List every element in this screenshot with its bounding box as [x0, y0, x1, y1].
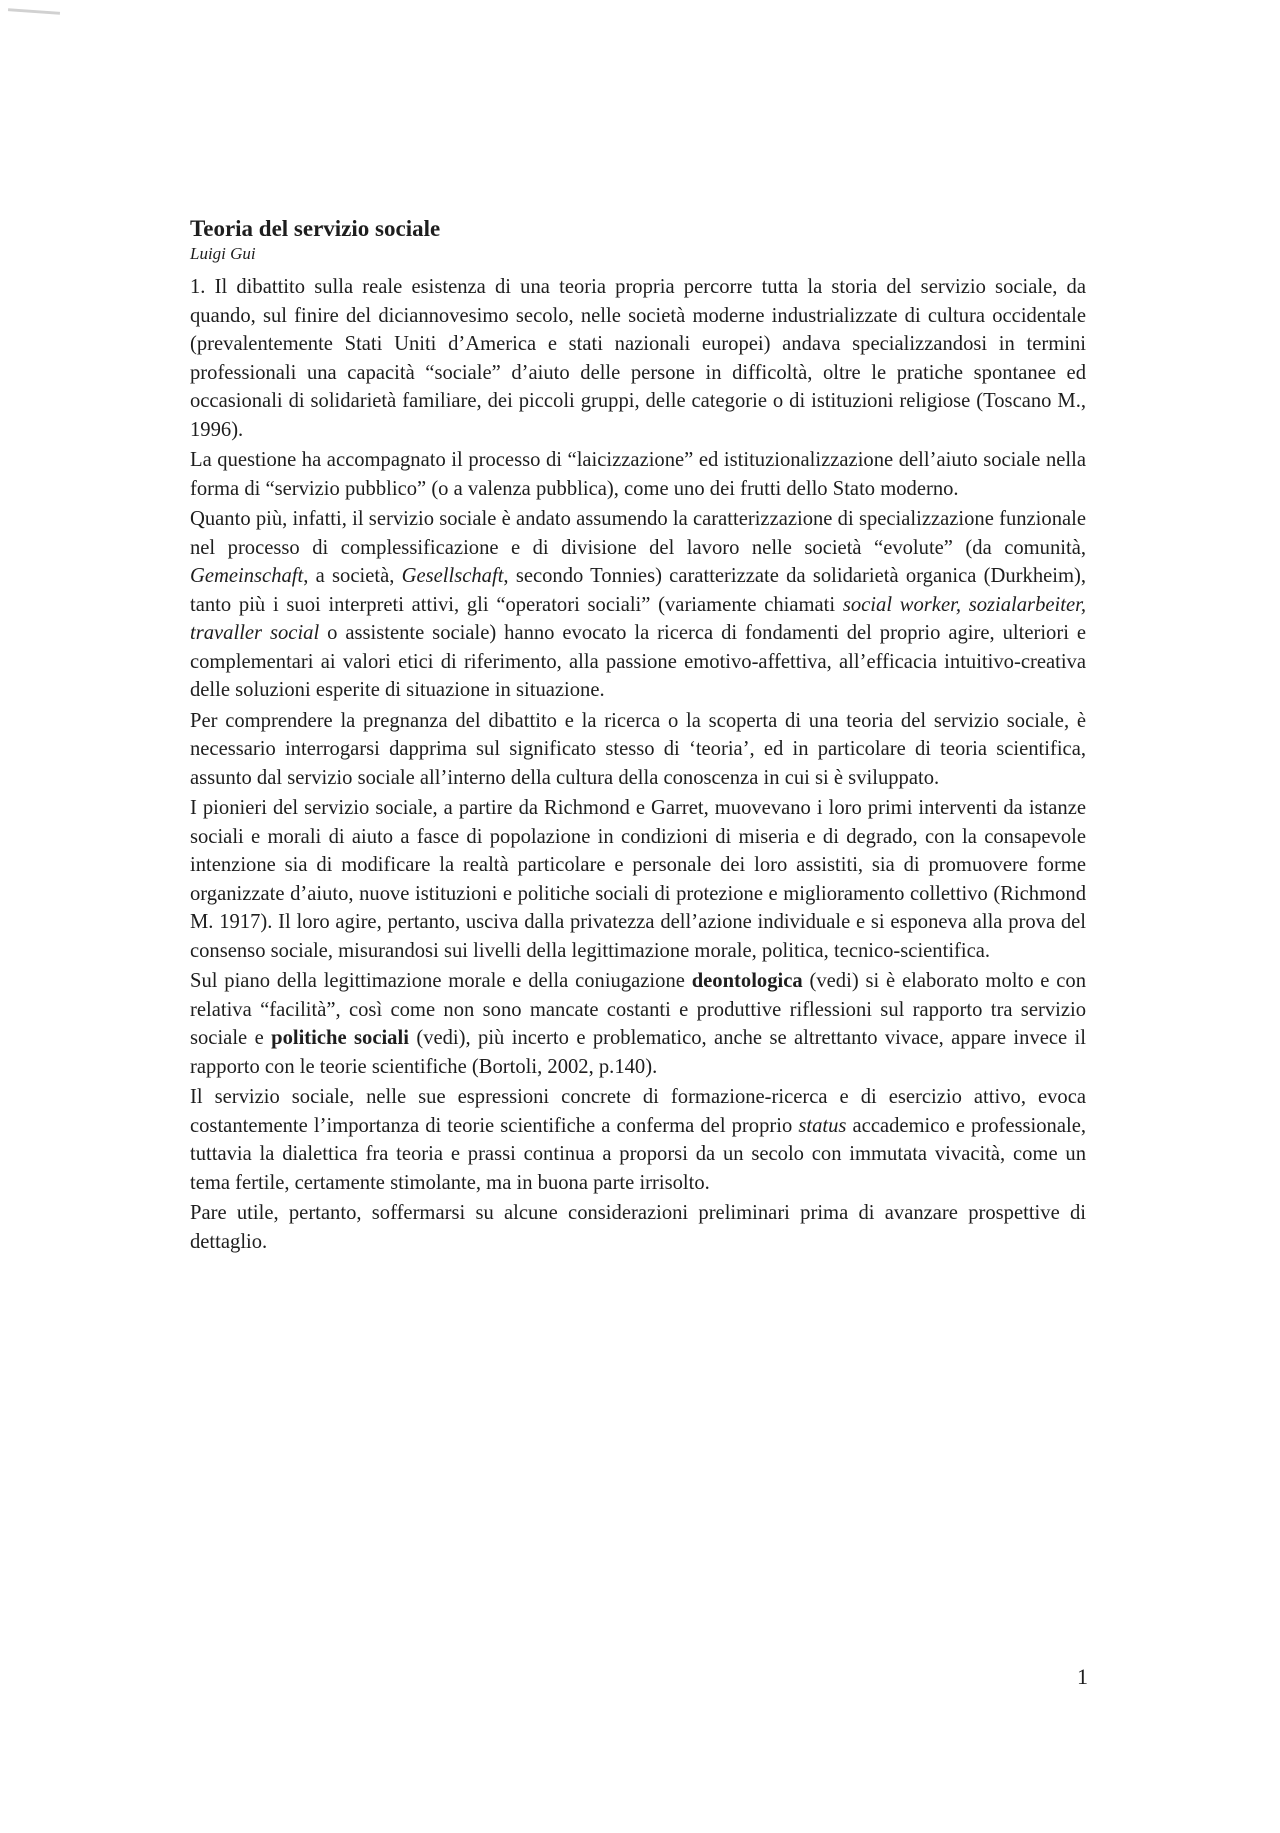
paragraph-text: Per comprendere la pregnanza del dibattito e la ricerca o la scoperta di una teoria del servizio sociale, è necessario interrogarsi dapprima sul significato stesso di ‘teoria’, ed in particolare di teoria scientifica, assunto dal servizio sociale all’interno della cultura della conoscenza in cui si è sviluppato. — [190, 709, 1086, 789]
paragraph-text: Il servizio sociale, nelle sue espressioni concrete di formazione-ricerca e di esercizio attivo, evoca costantemente l’importanza di teorie scientifiche a conferma del proprio — [190, 1086, 1086, 1137]
paragraph-text: accademico e professionale, tuttavia la dialettica fra teoria e prassi continua a proporsi da un secolo con immutata vivacità, come un tema fertile, certamente stimolante, ma in buona parte irrisolto. — [190, 1114, 1086, 1194]
paragraph-text: o assistente sociale) hanno evocato la ricerca di fondamenti del proprio agire, ulteriori e complementari ai valori etici di riferimento, alla passione emotivo-affettiva, all’efficacia intuitivo-creativa delle soluzioni esperite di situazione in situazione. — [190, 622, 1086, 701]
article — [190, 215, 1086, 1258]
paragraph — [190, 446, 1086, 503]
paragraph — [190, 967, 1086, 1081]
scan-artifact — [8, 8, 60, 15]
bold-term: politiche sociali — [271, 1027, 409, 1049]
paragraph — [190, 794, 1086, 965]
paragraph-text: , a società, — [303, 565, 402, 587]
paragraph-text: Quanto più, infatti, il servizio sociale è andato assumendo la caratterizzazione di specializzazione funzionale nel processo di complessificazione e di divisione del lavoro nelle società “evolute” (da comunità, — [190, 508, 1086, 559]
paragraph-text: 1. Il dibattito sulla reale esistenza di una teoria propria percorre tutta la storia del servizio sociale, da quando, sul finire del diciannovesimo secolo, nelle società moderne industrializzate di cultura occidentale (prevalentemente Stati Uniti d’America e stati nazionali europei) andava specializzandosi in termini professionali una capacità “sociale” d’aiuto delle persone in difficoltà, oltre le pratiche spontanee ed occasionali di solidarietà familiare, dei piccoli gruppi, delle categorie o di istituzioni religiose (Toscano M., 1996). — [190, 276, 1086, 441]
page-number: 1 — [1077, 1664, 1088, 1689]
article-body — [190, 273, 1086, 1256]
paragraph-text: (vedi) si è elaborato molto e con relativa “facilità”, così come non sono mancate costanti e produttive riflessioni sul rapporto tra servizio sociale e — [190, 970, 1086, 1049]
paragraph-text: Pare utile, pertanto, soffermarsi su alcune considerazioni preliminari prima di avanzare prospettive di dettaglio. — [190, 1202, 1086, 1253]
paragraph — [190, 1083, 1086, 1197]
paragraph-text: I pionieri del servizio sociale, a partire da Richmond e Garret, muovevano i loro primi interventi da istanze sociali e morali di aiuto a fasce di popolazione in condizioni di miseria e di degrado, con la consapevole intenzione sia di modificare la realtà particolare e personale dei loro assistiti, sia di promuovere forme organizzate d’aiuto, nuove istituzioni e politiche sociali di protezione e miglioramento collettivo (Richmond M. 1917). Il loro agire, pertanto, usciva dalla privatezza dell’azione individuale e si esponeva alla prova del consenso sociale, misurandosi sui livelli della legittimazione morale, politica, tecnico-scientifica. — [190, 797, 1086, 962]
article-title: Teoria del servizio sociale — [190, 216, 441, 241]
bold-term: deontologica — [691, 970, 803, 992]
paragraph-text: , secondo Tonnies) caratterizzate da solidarietà organica (Durkheim), tanto più i suoi interpreti attivi, gli “operatori sociali” (variamente chiamati — [190, 565, 1086, 616]
paragraph — [190, 707, 1086, 793]
italic-term: Gesellschaft — [401, 565, 504, 587]
paragraph-text: (vedi), più incerto e problematico, anche se altrettanto vivace, appare invece il rapporto con le teorie scientifiche (Bortoli, 2002, p.140). — [190, 1027, 1086, 1078]
paragraph — [190, 505, 1086, 705]
article-author: Luigi Gui — [190, 244, 256, 263]
paragraph — [190, 273, 1086, 444]
paragraph-text: La questione ha accompagnato il processo di “laicizzazione” ed istituzionalizzazione dell’aiuto sociale nella forma di “servizio pubblico” (o a valenza pubblica), come uno dei frutti dello Stato moderno. — [190, 449, 1086, 500]
italic-term: Gemeinschaft — [190, 565, 304, 587]
italic-term: social worker, sozialarbeiter, travaller social — [190, 593, 1086, 644]
italic-term: status — [798, 1114, 847, 1137]
paragraph-text: Sul piano della legittimazione morale e della coniugazione — [190, 970, 692, 992]
paragraph — [190, 1199, 1086, 1256]
